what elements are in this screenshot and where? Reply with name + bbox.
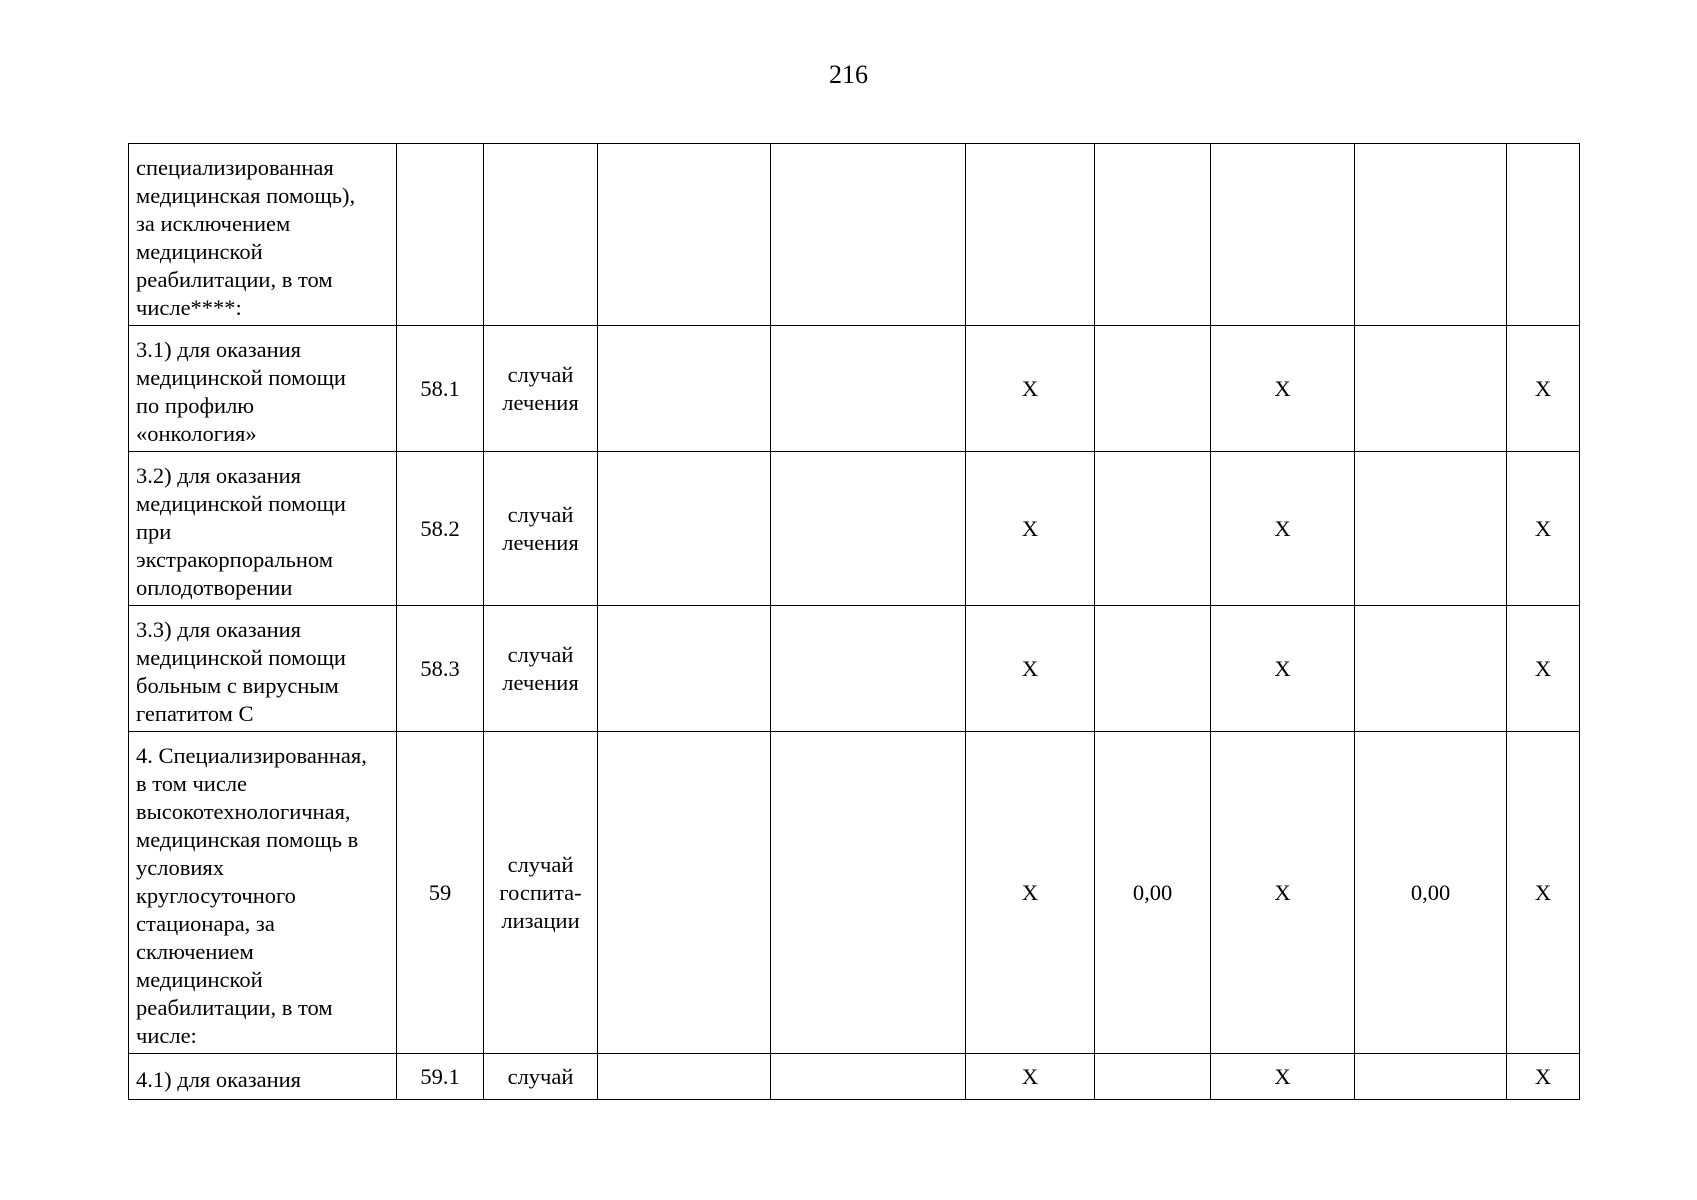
value-cell xyxy=(1095,452,1211,606)
unit-text: случай лечения xyxy=(502,501,579,555)
value-cell xyxy=(598,144,771,326)
unit-cell xyxy=(484,1054,598,1100)
row-name-cell: 3.1) для оказания медицинской помощи по профилю «онкология» xyxy=(129,326,397,452)
value-cell xyxy=(1355,144,1507,326)
value-cell xyxy=(771,732,966,1054)
value-cell: X xyxy=(966,1054,1095,1100)
code-cell: 59 xyxy=(397,732,484,1054)
code-cell: 58.3 xyxy=(397,606,484,732)
value-cell xyxy=(598,1054,771,1100)
value-cell xyxy=(598,732,771,1054)
row-name-cell: 4. Специализированная, в том числе высокотехнологичная, медицинская помощь в условиях круглосуточного стационара, за сключением медицинской реабилитации, в том числе: xyxy=(129,732,397,1054)
value-cell xyxy=(1355,452,1507,606)
value-cell: X xyxy=(1211,732,1355,1054)
value-cell: X xyxy=(966,732,1095,1054)
row-name-cell: 4.1) для оказания xyxy=(129,1054,397,1100)
value-cell: X xyxy=(1211,1054,1355,1100)
table-row xyxy=(129,606,1580,732)
value-cell xyxy=(598,326,771,452)
value-cell: X xyxy=(1211,326,1355,452)
unit-cell xyxy=(484,326,598,452)
value-cell xyxy=(1095,606,1211,732)
code-cell: 58.1 xyxy=(397,326,484,452)
value-cell: X xyxy=(1507,452,1580,606)
unit-cell xyxy=(484,452,598,606)
code-cell xyxy=(397,144,484,326)
value-cell xyxy=(1095,326,1211,452)
value-cell: X xyxy=(1507,732,1580,1054)
value-cell xyxy=(771,452,966,606)
unit-cell xyxy=(484,606,598,732)
code-cell: 58.2 xyxy=(397,452,484,606)
value-cell xyxy=(1211,144,1355,326)
value-cell: 0,00 xyxy=(1355,732,1507,1054)
value-cell xyxy=(771,144,966,326)
row-name-cell: специализированная медицинская помощь), за исключением медицинской реабилитации, в том числе****: xyxy=(129,144,397,326)
table-row xyxy=(129,326,1580,452)
page-number: 216 xyxy=(829,60,868,89)
table-row xyxy=(129,144,1580,326)
value-cell xyxy=(1355,606,1507,732)
data-table xyxy=(128,143,1580,1100)
unit-text: случай госпита- лизации xyxy=(499,851,582,933)
value-cell: X xyxy=(1507,606,1580,732)
value-cell xyxy=(771,1054,966,1100)
value-cell xyxy=(771,606,966,732)
value-cell xyxy=(598,452,771,606)
unit-text: случай xyxy=(507,1063,574,1089)
value-cell: X xyxy=(1211,606,1355,732)
table-row xyxy=(129,1054,1580,1100)
value-cell xyxy=(966,144,1095,326)
row-name-cell: 3.2) для оказания медицинской помощи при экстракорпоральном оплодотворении xyxy=(129,452,397,606)
unit-text: случай лечения xyxy=(502,361,579,415)
table-row xyxy=(129,732,1580,1054)
value-cell: X xyxy=(1507,326,1580,452)
value-cell xyxy=(1095,1054,1211,1100)
value-cell xyxy=(1095,144,1211,326)
value-cell xyxy=(1355,1054,1507,1100)
unit-text: случай лечения xyxy=(502,641,579,695)
value-cell: X xyxy=(1507,1054,1580,1100)
value-cell xyxy=(1507,144,1580,326)
value-cell: X xyxy=(966,452,1095,606)
unit-cell xyxy=(484,144,598,326)
value-cell xyxy=(771,326,966,452)
value-cell: X xyxy=(966,326,1095,452)
value-cell xyxy=(598,606,771,732)
value-cell: X xyxy=(966,606,1095,732)
unit-cell xyxy=(484,732,598,1054)
value-cell: X xyxy=(1211,452,1355,606)
code-cell: 59.1 xyxy=(397,1054,484,1100)
table-row xyxy=(129,452,1580,606)
value-cell: 0,00 xyxy=(1095,732,1211,1054)
value-cell xyxy=(1355,326,1507,452)
row-name-cell: 3.3) для оказания медицинской помощи больным с вирусным гепатитом С xyxy=(129,606,397,732)
